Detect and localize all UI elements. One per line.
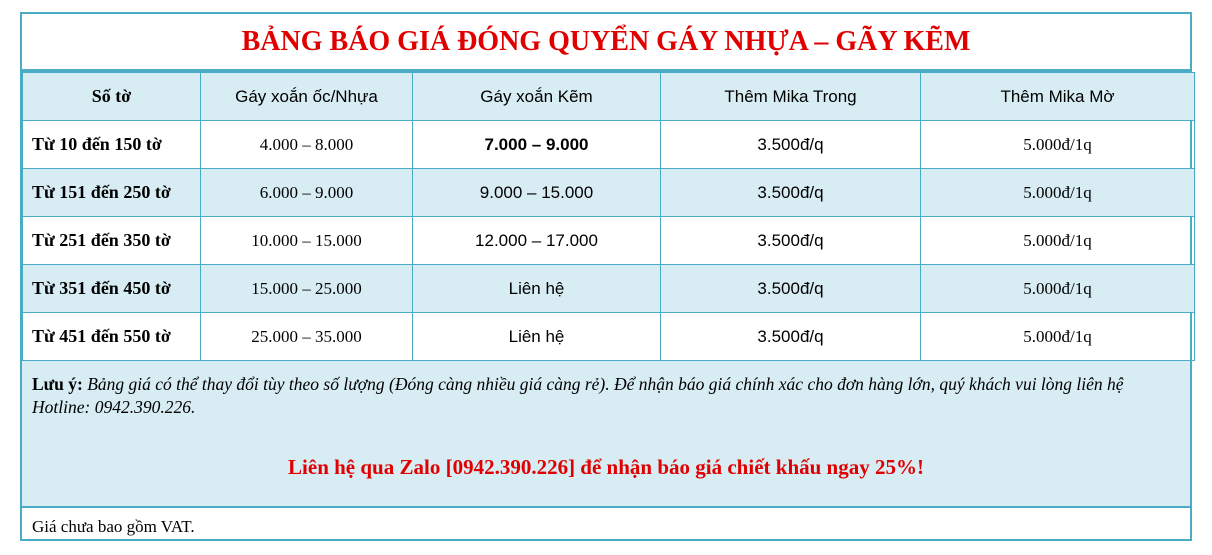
- table-row: [23, 265, 1195, 313]
- cell-mika-trong: 3.500đ/q: [661, 265, 921, 313]
- table-row: [23, 169, 1195, 217]
- cell-range: Từ 151 đến 250 tờ: [23, 169, 201, 217]
- cell-kem: 12.000 – 17.000: [413, 217, 661, 265]
- table-header-row: [23, 73, 1195, 121]
- cell-mika-mo: 5.000đ/1q: [921, 265, 1195, 313]
- cell-kem: 7.000 – 9.000: [413, 121, 661, 169]
- cell-mika-trong: 3.500đ/q: [661, 217, 921, 265]
- price-table: [22, 72, 1195, 361]
- cell-mika-mo: 5.000đ/1q: [921, 313, 1195, 361]
- price-table-frame: [20, 12, 1192, 541]
- header-mika-mo: Thêm Mika Mờ: [921, 73, 1195, 121]
- cell-nhua: 4.000 – 8.000: [201, 121, 413, 169]
- note-label: Lưu ý:: [32, 374, 83, 394]
- header-gay-xoan-kem: Gáy xoắn Kẽm: [413, 73, 661, 121]
- table-row: [23, 121, 1195, 169]
- table-row: [23, 313, 1195, 361]
- cell-kem: 9.000 – 15.000: [413, 169, 661, 217]
- cell-mika-trong: 3.500đ/q: [661, 121, 921, 169]
- zalo-contact-banner: Liên hệ qua Zalo [0942.390.226] để nhận báo giá chiết khấu ngay 25%!: [288, 455, 924, 479]
- cell-mika-mo: 5.000đ/1q: [921, 121, 1195, 169]
- note-text: Bảng giá có thể thay đổi tùy theo số lượng (Đóng càng nhiều giá càng rẻ). Để nhận báo giá chính xác cho đơn hàng lớn, quý khách vui lòng liên hệ Hotline: 0942.390.226.: [32, 374, 1124, 417]
- cell-mika-mo: 5.000đ/1q: [921, 217, 1195, 265]
- cell-nhua: 10.000 – 15.000: [201, 217, 413, 265]
- table-row: [23, 217, 1195, 265]
- header-so-to: Số tờ: [23, 73, 201, 121]
- cell-range: Từ 451 đến 550 tờ: [23, 313, 201, 361]
- vat-note: Giá chưa bao gồm VAT.: [32, 517, 195, 536]
- cell-mika-trong: 3.500đ/q: [661, 169, 921, 217]
- header-mika-trong: Thêm Mika Trong: [661, 73, 921, 121]
- header-gay-xoan-nhua: Gáy xoắn ốc/Nhựa: [201, 73, 413, 121]
- note-paragraph: [32, 373, 1180, 419]
- cell-nhua: 6.000 – 9.000: [201, 169, 413, 217]
- page-title: BẢNG BÁO GIÁ ĐÓNG QUYỂN GÁY NHỰA – GÃY KẼM: [22, 14, 1190, 72]
- cell-range: Từ 251 đến 350 tờ: [23, 217, 201, 265]
- cell-range: Từ 351 đến 450 tờ: [23, 265, 201, 313]
- cell-mika-mo: 5.000đ/1q: [921, 169, 1195, 217]
- cell-nhua: 25.000 – 35.000: [201, 313, 413, 361]
- note-section: [22, 361, 1190, 508]
- cell-nhua: 15.000 – 25.000: [201, 265, 413, 313]
- cell-kem: Liên hệ: [413, 313, 661, 361]
- cell-range: Từ 10 đến 150 tờ: [23, 121, 201, 169]
- cell-mika-trong: 3.500đ/q: [661, 313, 921, 361]
- cell-kem: Liên hệ: [413, 265, 661, 313]
